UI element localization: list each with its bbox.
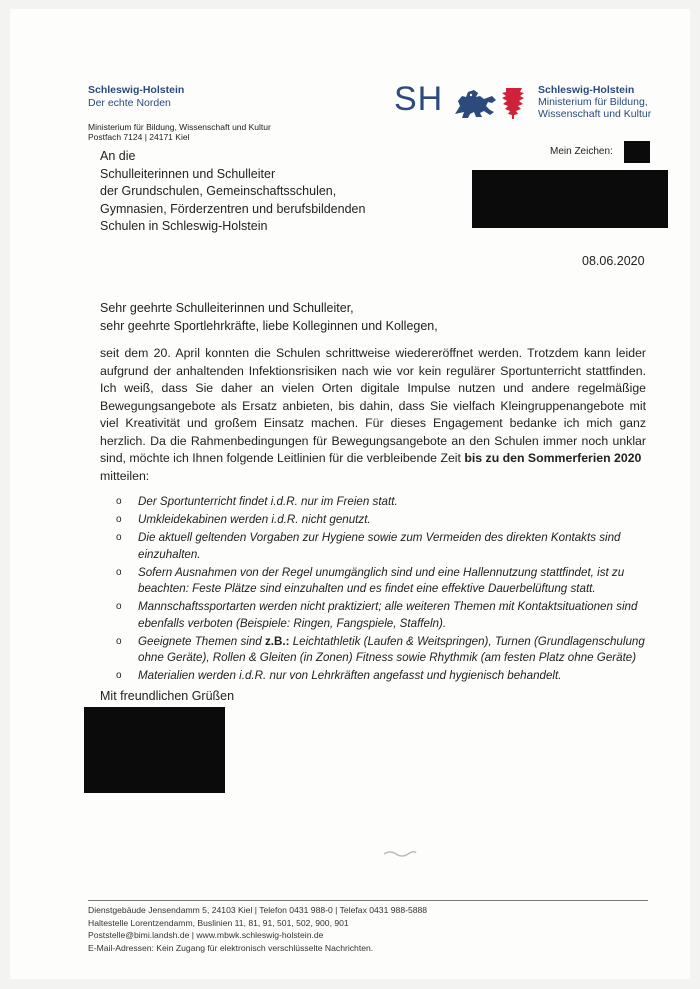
salutation-line: Sehr geehrte Schulleiterinnen und Schulleiter,	[100, 301, 354, 315]
recipient-line: der Grundschulen, Gemeinschaftsschulen,	[100, 184, 337, 198]
list-item	[100, 512, 650, 529]
footer-divider	[88, 900, 648, 901]
list-item	[100, 530, 650, 563]
footer-line: Dienstgebäude Jensendamm 5, 24103 Kiel | Telefon 0431 988-0 | Telefax 0431 988-5888	[88, 905, 428, 915]
logo-line: Ministerium für Bildung,	[538, 96, 648, 108]
redaction-block	[624, 141, 650, 163]
bullet-marker: o	[116, 601, 122, 612]
logo-line: Wissenschaft und Kultur	[538, 108, 652, 120]
scan-smudge	[382, 848, 418, 858]
reference-label: Mein Zeichen:	[550, 146, 613, 157]
list-item-text: Mannschaftssportarten werden nicht praktiziert; alle weiteren Themen mit Kontaktsituationen sind ebenfalls verboten (Beispiele: Ringen, Fangspiele, Staffeln).	[138, 600, 638, 630]
list-item-prefix: Geeignete Themen sind	[138, 634, 262, 648]
brand-subtitle: Der echte Norden	[88, 97, 171, 109]
sender-line: Postfach 7124 | 24171 Kiel	[88, 132, 190, 142]
body-paragraph	[100, 345, 646, 485]
coat-of-arms-icon	[452, 84, 532, 120]
list-item-text: Sofern Ausnahmen von der Regel unumgänglich sind und eine Hallennutzung stattfindet, ist zu beachten: Feste Plätze sind einzuhalten und es findet eine effektive Dauerbelüftung statt.	[138, 565, 625, 595]
bullet-marker: o	[116, 496, 122, 507]
footer-line: E-Mail-Adressen: Kein Zugang für elektronisch verschlüsselte Nachrichten.	[88, 942, 374, 953]
ministry-logo-text	[538, 84, 651, 120]
list-item-text: Materialien werden i.d.R. nur von Lehrkräften angefasst und hygienisch behandelt.	[138, 669, 562, 682]
nettle-leaf-icon	[502, 88, 524, 119]
salutation-line: sehr geehrte Sportlehrkräfte, liebe Kolleginnen und Kollegen,	[100, 318, 438, 333]
body-text: seit dem 20. April konnten die Schulen schrittweise wiedereröffnet werden. Trotzdem kann leider aufgrund der anhaltenden Infektionsrisiken nach wie vor kein regulärer Sportunterricht stattfinden. Ich weiß, dass Sie daher an vielen Orten digitale Impulse nutzen und andere regelmäßige Bewegungsangebote als Ersatz anbieten, bis dahin, dass Sie vielfach Kleingruppenangebote mit viel Kreativität und großem Einsatz machen. Für dieses Engagement bedanke ich mich ganz herzlich. Da die Rahmenbedingungen für Bewegungsangebote an den Schulen immer noch unklar sind, möchte ich Ihnen folgende Leitlinien für die verbleibende Zeit	[100, 346, 646, 465]
bullet-marker: o	[116, 532, 122, 543]
bullet-marker: o	[116, 635, 122, 647]
bullet-marker: o	[116, 670, 122, 681]
logo-title: Schleswig-Holstein	[538, 84, 635, 96]
sender-address	[88, 122, 271, 142]
list-item-text: Der Sportunterricht findet i.d.R. nur im Freien statt.	[138, 495, 398, 508]
closing-greeting: Mit freundlichen Grüßen	[100, 689, 235, 703]
recipient-line: Schulen in Schleswig-Holstein	[100, 219, 268, 233]
recipient-address	[100, 148, 365, 236]
list-item-text: Die aktuell geltenden Vorgaben zur Hygiene sowie zum Vermeiden des direkten Kontakts sind einzuhalten.	[138, 531, 621, 561]
signature-redaction	[84, 707, 225, 793]
footer-line: Haltestelle Lorentzendamm, Buslinien 11, 81, 91, 501, 502, 900, 901	[88, 917, 349, 928]
list-item	[100, 494, 650, 511]
list-item	[100, 565, 650, 598]
redaction-block	[472, 170, 668, 228]
lion-icon	[455, 90, 496, 118]
salutation	[100, 300, 438, 335]
guideline-list	[100, 494, 650, 686]
recipient-line: Gymnasien, Förderzentren und berufsbildenden	[100, 201, 366, 216]
body-emphasis: bis zu den Sommerferien 2020	[464, 451, 642, 465]
bullet-marker: o	[116, 514, 122, 525]
list-item-bold: z.B.:	[264, 634, 290, 648]
body-tail: mitteilen:	[100, 468, 150, 483]
sh-logo-letters: SH	[394, 80, 444, 118]
letter-date: 08.06.2020	[582, 254, 645, 268]
bullet-marker: o	[116, 566, 122, 578]
footer	[88, 904, 427, 954]
recipient-line: Schulleiterinnen und Schulleiter	[100, 166, 276, 181]
sender-line: Ministerium für Bildung, Wissenschaft und Kultur	[88, 122, 271, 132]
list-item-text: Leichtathletik (Laufen & Weitspringen), Turnen (Grundlagenschulung ohne Geräte), Rollen & Gleiten (in Zonen) Fitness sowie Rhythmik (am festen Platz ohne Geräte)	[138, 634, 645, 664]
list-item	[100, 668, 650, 685]
footer-line: Poststelle@bimi.landsh.de | www.mbwk.schleswig-holstein.de	[88, 930, 324, 940]
list-item-text: Umkleidekabinen werden i.d.R. nicht genutzt.	[138, 513, 371, 526]
brand-title: Schleswig-Holstein	[88, 84, 185, 96]
list-item	[100, 634, 650, 667]
recipient-line: An die	[100, 149, 136, 163]
list-item	[100, 599, 650, 632]
